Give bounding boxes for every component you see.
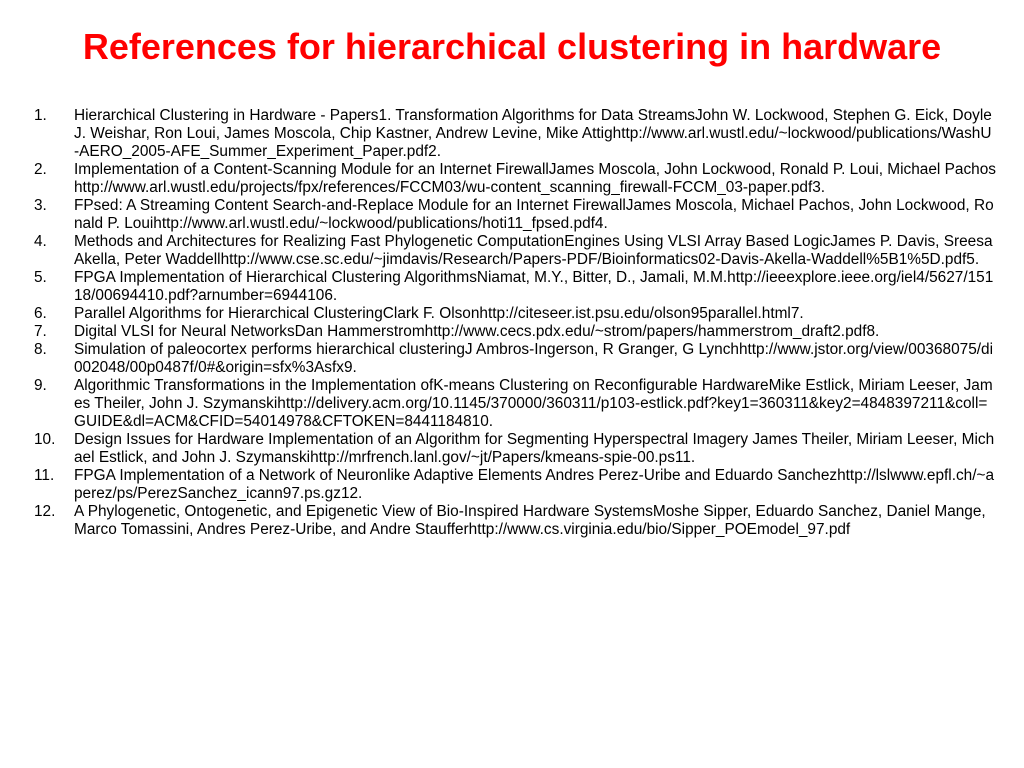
reference-text: Design Issues for Hardware Implementation of an Algorithm for Segmenting Hyperspectral Imagery James Theiler, Miriam Leeser, Michael Estlick, and John J. Szymanskihttp://mrfrench.lanl.gov/~jt/Papers/kmeans-spie-00.ps11.: [74, 431, 995, 466]
reference-number: 5.: [34, 269, 47, 286]
reference-number: 2.: [34, 161, 47, 178]
reference-text: FPGA Implementation of a Network of Neuronlike Adaptive Elements Andres Perez-Uribe and Eduardo Sanchezhttp://lslwww.epfl.ch/~aperez/ps/PerezSanchez_icann97.ps.gz12.: [74, 467, 995, 502]
reference-item: [34, 233, 996, 269]
reference-number: 6.: [34, 305, 47, 322]
reference-item: [34, 161, 996, 197]
reference-number: 10.: [34, 431, 56, 448]
reference-item: [34, 323, 996, 341]
reference-text: A Phylogenetic, Ontogenetic, and Epigenetic View of Bio-Inspired Hardware SystemsMoshe Sipper, Eduardo Sanchez, Daniel Mange,Marco Tomassini, Andres Perez-Uribe, and Andre Staufferhttp://www.cs.virginia.edu/bio/Sipper_POEmodel_97.pdf: [74, 503, 986, 538]
reference-text: Algorithmic Transformations in the Implementation ofK-means Clustering on Reconfigurable HardwareMike Estlick, Miriam Leeser, James Theiler, John J. Szymanskihttp://delivery.acm.org/10.1145/370000/360311/p103-estlick.pdf?key1=360311&key2=4848397211&coll=GUIDE&dl=ACM&CFID=54014978&CFTOKEN=8441184810.: [74, 377, 993, 430]
reference-number: 7.: [34, 323, 47, 340]
reference-number: 1.: [34, 107, 47, 124]
reference-list: [34, 107, 996, 539]
reference-text: Simulation of paleocortex performs hierarchical clusteringJ Ambros-Ingerson, R Granger, G Lynchhttp://www.jstor.org/view/00368075/di002048/00p0487f/0#&origin=sfx%3Asfx9.: [74, 341, 994, 376]
reference-text: Implementation of a Content-Scanning Module for an Internet FirewallJames Moscola, John Lockwood, Ronald P. Loui, Michael Pachoshttp://www.arl.wustl.edu/projects/fpx/references/FCCM03/wu-content_scanning_firewall-FCCM_03-paper.pdf3.: [74, 161, 996, 196]
reference-item: [34, 305, 996, 323]
reference-number: 8.: [34, 341, 47, 358]
reference-text: Parallel Algorithms for Hierarchical ClusteringClark F. Olsonhttp://citeseer.ist.psu.edu/olson95parallel.html7.: [74, 305, 804, 322]
reference-text: Digital VLSI for Neural NetworksDan Hammerstromhttp://www.cecs.pdx.edu/~strom/papers/hammerstrom_draft2.pdf8.: [74, 323, 880, 340]
reference-number: 4.: [34, 233, 47, 250]
reference-item: [34, 197, 996, 233]
reference-item: [34, 503, 996, 539]
reference-item: [34, 467, 996, 503]
reference-number: 12.: [34, 503, 56, 520]
reference-text: Methods and Architectures for Realizing Fast Phylogenetic ComputationEngines Using VLSI Array Based LogicJames P. Davis, Sreesa Akella, Peter Waddellhttp://www.cse.sc.edu/~jimdavis/Research/Papers-PDF/Bioinformatics02-Davis-Akella-Waddell%5B1%5D.pdf5.: [74, 233, 993, 268]
reference-item: [34, 269, 996, 305]
reference-number: 3.: [34, 197, 47, 214]
reference-item: [34, 431, 996, 467]
reference-item: [34, 107, 996, 161]
reference-item: [34, 377, 996, 431]
reference-item: [34, 341, 996, 377]
reference-text: Hierarchical Clustering in Hardware - Papers1. Transformation Algorithms for Data StreamsJohn W. Lockwood, Stephen G. Eick, Doyle J. Weishar, Ron Loui, James Moscola, Chip Kastner, Andrew Levine, Mike Attighttp://www.arl.wustl.edu/~lockwood/publications/WashU-AERO_2005-AFE_Summer_Experiment_Paper.pdf2.: [74, 107, 992, 160]
reference-number: 11.: [34, 467, 55, 484]
reference-text: FPGA Implementation of Hierarchical Clustering AlgorithmsNiamat, M.Y., Bitter, D., Jamali, M.M.http://ieeexplore.ieee.org/iel4/5627/15118/00694410.pdf?arnumber=6944106.: [74, 269, 994, 304]
reference-number: 9.: [34, 377, 47, 394]
reference-text: FPsed: A Streaming Content Search-and-Replace Module for an Internet FirewallJames Moscola, Michael Pachos, John Lockwood, Ronald P. Louihttp://www.arl.wustl.edu/~lockwood/publications/hoti11_fpsed.pdf4.: [74, 197, 994, 232]
slide-title: References for hierarchical clustering in hardware: [82, 26, 942, 67]
